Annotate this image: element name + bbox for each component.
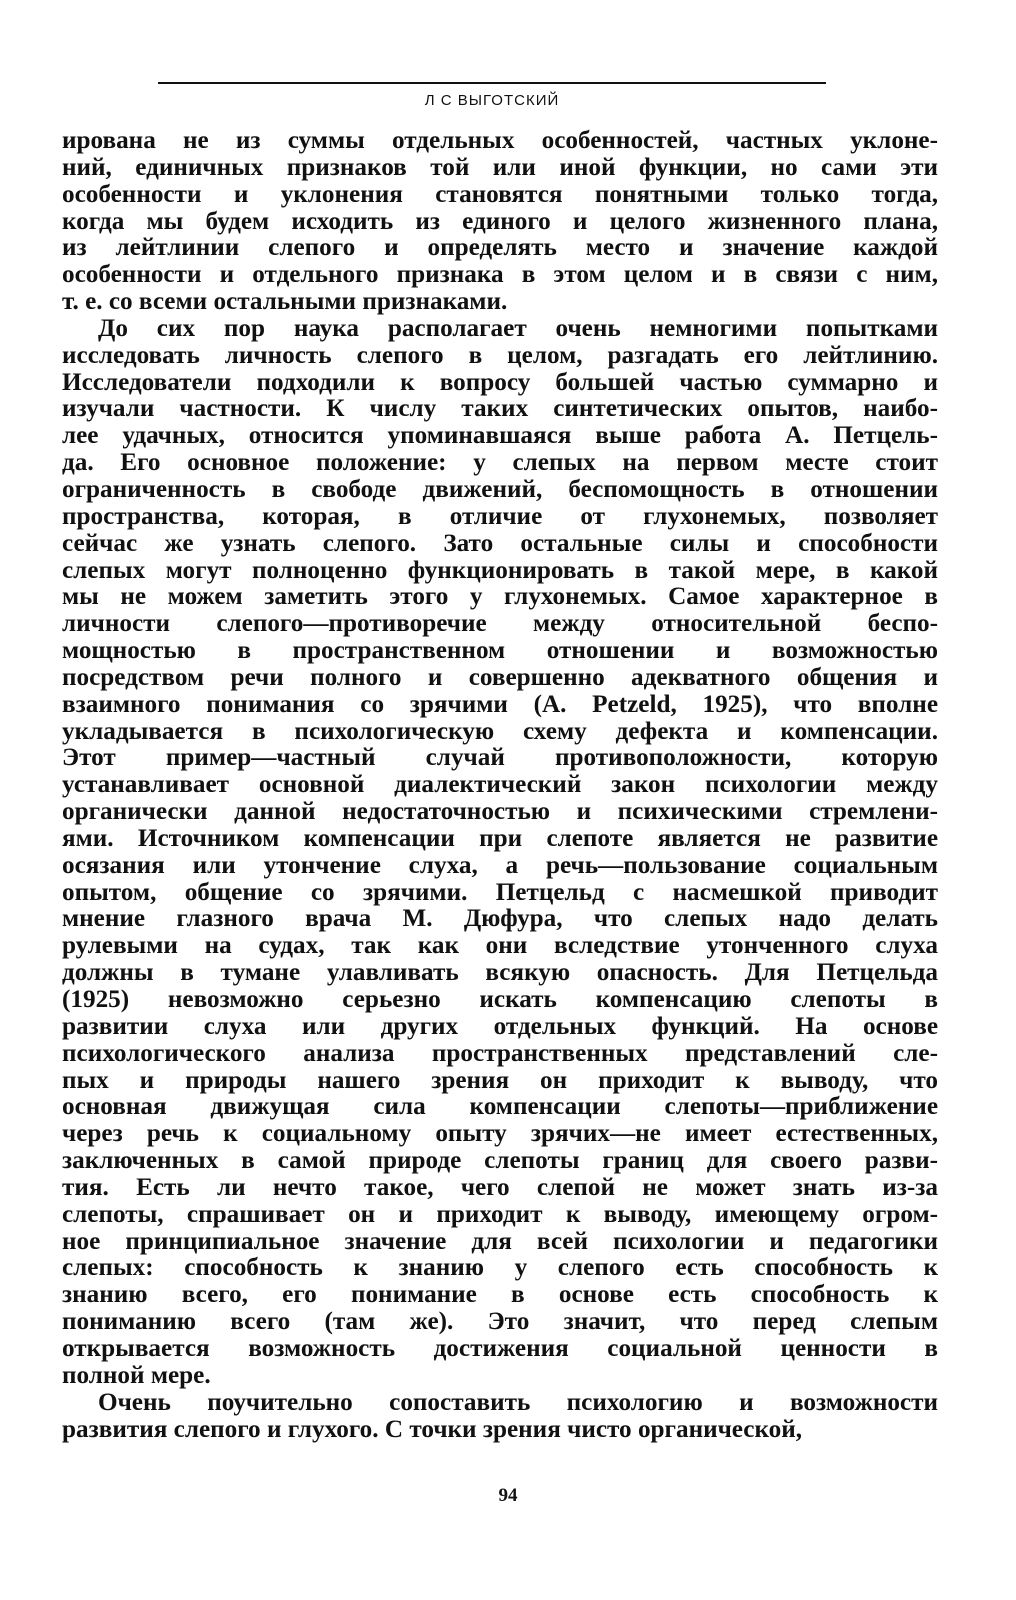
text-line: пых и природы нашего зрения он приходит к выводу, что [62, 1066, 938, 1094]
paragraph [62, 1390, 938, 1444]
text-line: заключенных в самой природе слепоты границ для своего разви- [62, 1147, 938, 1175]
text-line: личности слепого—противоречие между относительной беспо- [62, 610, 938, 638]
text-line: особенности и уклонения становятся понятными только тогда, [62, 180, 938, 208]
header-rule [158, 82, 826, 84]
text-line: особенности и отдельного признака в этом целом и в связи с ним, [62, 261, 938, 289]
text-line: развития слепого и глухого. С точки зрения чисто органической, [62, 1415, 803, 1443]
text-line: сейчас же узнать слепого. Зато остальные силы и способности [62, 529, 938, 557]
text-line: слепоты, спрашивает он и приходит к выводу, имеющему огром- [62, 1200, 938, 1228]
text-line: исследовать личность слепого в целом, разгадать его лейтлинию. [62, 341, 938, 369]
text-line: лее удачных, относится упоминавшаяся выше работа А. Петцель- [62, 422, 938, 450]
text-line: из лейтлинии слепого и определять место и значение каждой [62, 234, 938, 262]
text-line: через речь к социальному опыту зрячих—не имеет естественных, [62, 1120, 938, 1148]
text-line: Этот пример—частный случай противоположности, которую [62, 744, 938, 772]
text-line: осязания или утончение слуха, а речь—пользование социальным [62, 851, 938, 879]
text-line: ний, единичных признаков той или иной функции, но сами эти [62, 153, 938, 181]
text-line: опытом, общение со зрячими. Петцельд с насмешкой приводит [62, 878, 938, 906]
text-line: пространства, которая, в отличие от глухонемых, позволяет [62, 502, 938, 530]
running-head: Л С ВЫГОТСКИЙ [424, 92, 560, 109]
paragraph [62, 316, 938, 1390]
text-line: ями. Источником компенсации при слепоте является не развитие [62, 824, 938, 852]
text-line: ограниченность в свободе движений, беспомощность в отношении [62, 475, 938, 503]
text-line: Исследователи подходили к вопросу большей частью суммарно и [62, 368, 938, 396]
text-line: Очень поучительно сопоставить психологию и возможности [98, 1388, 938, 1416]
text-line: мы не можем заметить этого у глухонемых. Самое характерное в [62, 583, 938, 611]
text-line: т. е. со всеми остальными признаками. [62, 288, 508, 316]
text-line: укладывается в психологическую схему дефекта и компенсации. [62, 717, 938, 745]
text-line: должны в тумане улавливать всякую опасность. Для Петцельда [62, 959, 938, 987]
text-line: открывается возможность достижения социальной ценности в [62, 1334, 938, 1362]
text-line: тия. Есть ли нечто такое, чего слепой не может знать из-за [62, 1173, 938, 1201]
body-text [62, 128, 938, 1443]
text-line: изучали частности. К числу таких синтетических опытов, наибо- [62, 395, 938, 423]
text-line: полной мере. [62, 1361, 211, 1389]
text-line: посредством речи полного и совершенно адекватного общения и [62, 663, 938, 691]
text-line: слепых могут полноценно функционировать в такой мере, в какой [62, 556, 938, 584]
text-line: рулевыми на судах, так как они вследствие утонченного слуха [62, 932, 938, 960]
text-line: основная движущая сила компенсации слепоты—приближение [62, 1093, 938, 1121]
text-line: взаимного понимания со зрячими (A. Petzeld, 1925), что вполне [62, 690, 938, 718]
text-line: (1925) невозможно серьезно искать компенсацию слепоты в [62, 986, 938, 1013]
text-line: мнение глазного врача М. Дюфура, что слепых надо делать [62, 905, 938, 933]
text-line: устанавливает основной диалектический закон психологии между [62, 771, 938, 799]
text-line: знанию всего, его понимание в основе есть способность к [62, 1281, 938, 1309]
text-line: ирована не из суммы отдельных особенностей, частных уклоне- [62, 127, 938, 154]
paragraph [62, 128, 938, 316]
text-line: да. Его основное положение: у слепых на первом месте стоит [62, 449, 938, 477]
text-line: когда мы будем исходить из единого и целого жизненного плана, [62, 207, 938, 235]
text-line: мощностью в пространственном отношении и возможностью [62, 637, 938, 665]
text-line: пониманию всего (там же). Это значит, что перед слепым [62, 1308, 938, 1336]
text-line: психологического анализа пространственных представлений сле- [62, 1039, 938, 1067]
text-line: развитии слуха или других отдельных функций. На основе [62, 1012, 938, 1040]
text-line: слепых: способность к знанию у слепого есть способность к [62, 1254, 938, 1282]
text-line: До сих пор наука располагает очень немногими попытками [98, 314, 938, 342]
text-line: органически данной недостаточностью и психическими стремлени- [62, 798, 938, 826]
text-line: ное принципиальное значение для всей психологии и педагогики [62, 1227, 938, 1255]
page-number: 94 [498, 1485, 518, 1506]
